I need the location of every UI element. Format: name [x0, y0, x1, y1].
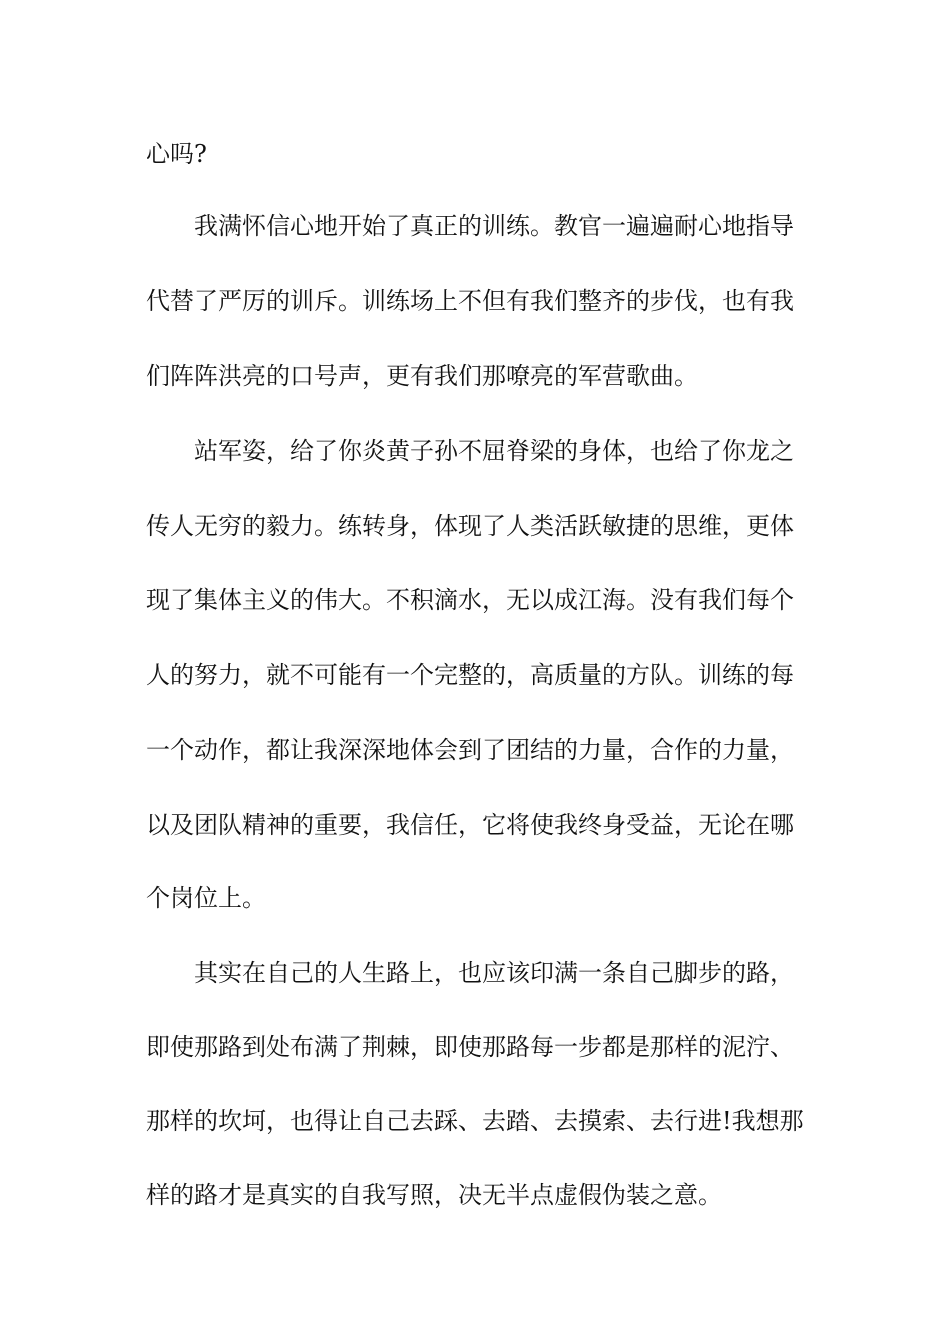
text-line: 即使那路到处布满了荆棘，即使那路每一步都是那样的泥泞、: [146, 1033, 794, 1061]
text-line: 们阵阵洪亮的口号声，更有我们那嘹亮的军营歌曲。: [146, 362, 698, 390]
paragraph-first-line: 站军姿，给了你炎黄子孙不屈脊梁的身体，也给了你龙之: [194, 437, 794, 465]
text-line: 样的路才是真实的自我写照，决无半点虚假伪装之意。: [146, 1181, 722, 1209]
paragraph-first-line: 我满怀信心地开始了真正的训练。教官一遍遍耐心地指导: [194, 212, 794, 240]
text-line: 传人无穷的毅力。练转身，体现了人类活跃敏捷的思维，更体: [146, 512, 794, 540]
text-line: 以及团队精神的重要，我信任，它将使我终身受益，无论在哪: [146, 811, 794, 839]
text-line: 代替了严厉的训斥。训练场上不但有我们整齐的步伐，也有我: [146, 287, 794, 315]
text-line: 现了集体主义的伟大。不积滴水，无以成江海。没有我们每个: [146, 586, 794, 614]
text-line: 那样的坎坷，也得让自己去踩、去踏、去摸索、去行进!我想那: [146, 1107, 804, 1135]
text-line: 人的努力，就不可能有一个完整的，高质量的方队。训练的每: [146, 661, 794, 689]
paragraph-first-line: 其实在自己的人生路上，也应该印满一条自己脚步的路，: [194, 959, 794, 987]
text-line: 一个动作，都让我深深地体会到了团结的力量，合作的力量，: [146, 736, 794, 764]
text-line: 个岗位上。: [146, 884, 266, 912]
text-line: 心吗?: [146, 140, 207, 168]
